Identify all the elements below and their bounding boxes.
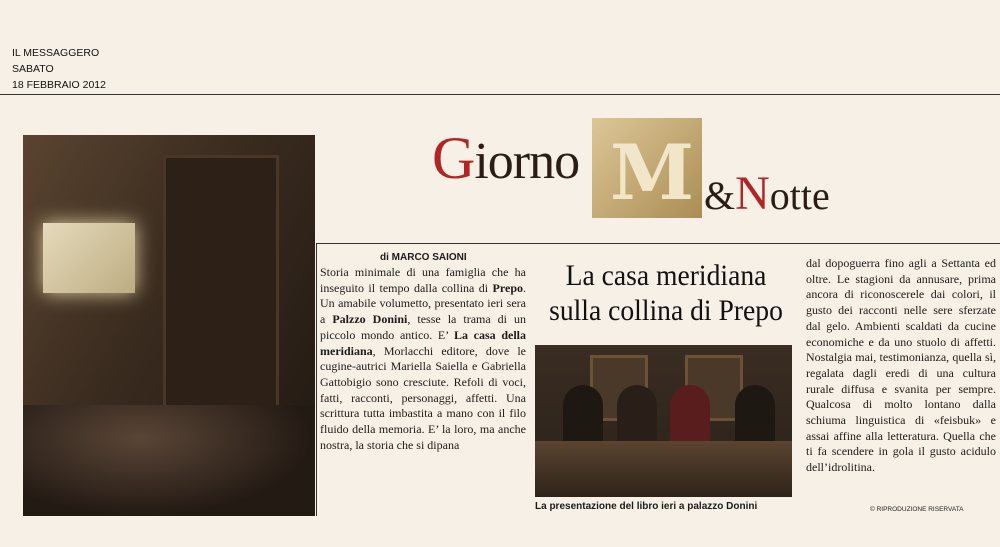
article-column-3: dal dopoguerra fino agli a Settanta ed oltre. Le stagioni da annusare, prima ancora di riconoscerele dai colori, il gusto dei racconti nelle sere sferzate dal gelo. Ambienti scaldati da cucine economiche e da uno stuolo di affetti. Nostalgia mai, testimonianza, quella sì, regalata dagli eredi di una cultura rurale diffusa e svanita per sempre. Qualcosa di molto lontano dalla schiuma linguistica di «feisbuk» e assai affine alla letteratura. Quella che ti fa scendere in gola il gusto acidulo dell’idrolitina. <box>806 256 996 475</box>
masthead <box>12 45 106 93</box>
header-rule <box>0 94 1000 95</box>
logo-giorno: Giorno <box>432 125 580 191</box>
section-logo <box>432 118 862 228</box>
logo-monogram: M <box>592 118 702 218</box>
rights-notice: © RIPRODUZIONE RISERVATA <box>870 506 964 513</box>
event-photo-audience <box>23 135 315 516</box>
issue-day: SABATO <box>12 63 54 75</box>
article-headline: La casa meridiana sulla collina di Prepo <box>549 259 783 327</box>
newspaper-name: IL MESSAGGERO <box>12 47 100 59</box>
byline: di MARCO SAIONI <box>380 252 467 263</box>
issue-date: 18 FEBBRAIO 2012 <box>12 79 106 91</box>
photo-caption: La presentazione del libro ieri a palazzo Donini <box>535 501 758 512</box>
article-column-1: Storia minimale di una famiglia che ha inseguito il tempo dalla collina di Prepo. Un amabile volumetto, presentato ieri sera a Palzzo Donini, tesse la trama di un piccolo mondo antico. E’ La casa della meridiana, Morlacchi editore, dove le cugine-autrici Mariella Saiella e Gabriella Gattobigio sono cresciute. Refoli di voci, fatti, racconti, personaggi, affetti. Una scrittura tutta imbastita a mano con il filo fluido della memoria. E’ la loro, ma anche nostra, la storia che si dipana <box>320 265 527 452</box>
logo-notte: &Notte <box>704 167 830 220</box>
presentation-photo <box>535 345 792 497</box>
